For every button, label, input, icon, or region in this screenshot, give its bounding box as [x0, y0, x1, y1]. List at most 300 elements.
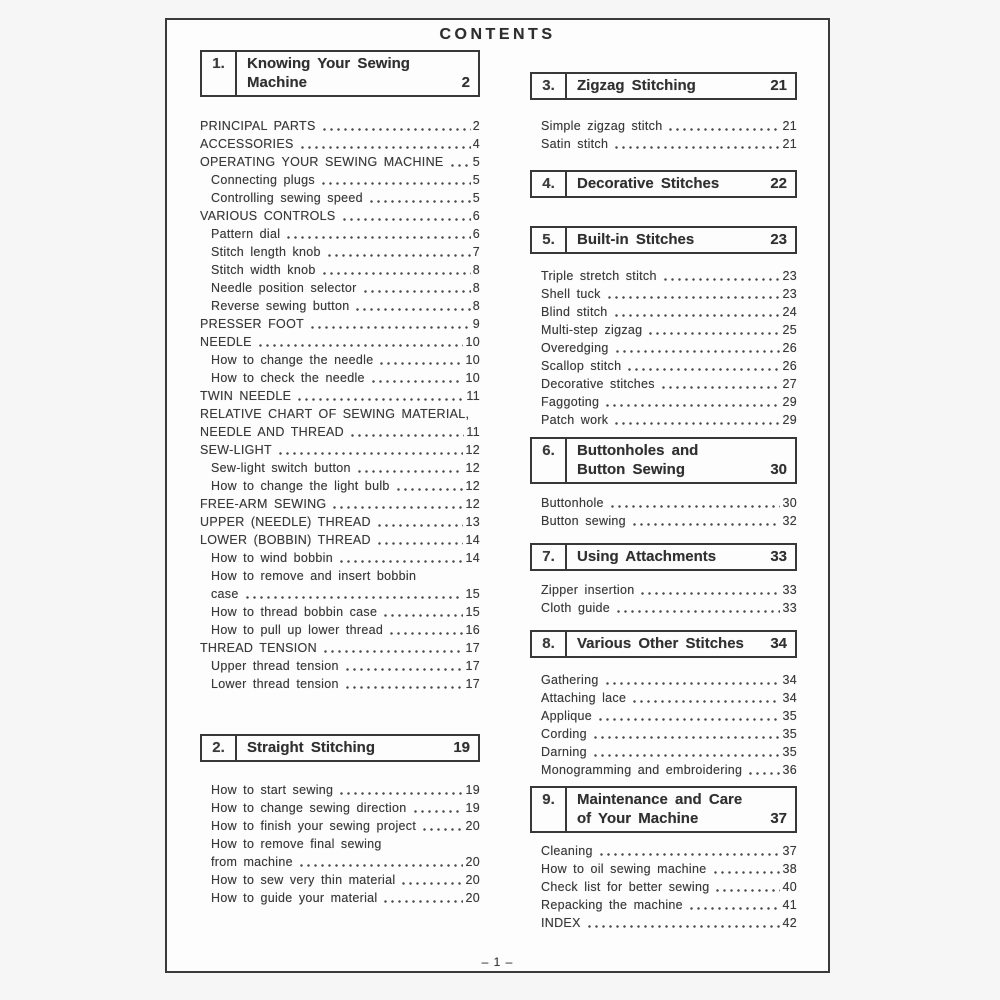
toc-entry-label: Reverse sewing button [211, 299, 350, 313]
toc-entry-label: UPPER (NEEDLE) THREAD [200, 515, 371, 529]
toc-entry-list [530, 671, 797, 779]
toc-entry [530, 599, 797, 617]
dot-leader [321, 270, 471, 275]
toc-entry-page: 37 [782, 844, 797, 858]
dot-leader [606, 294, 781, 299]
dot-leader [322, 648, 464, 653]
dot-leader [592, 734, 781, 739]
toc-entry-page: 17 [465, 641, 480, 655]
toc-entry-label: How to change sewing direction [211, 801, 407, 815]
toc-entry [200, 621, 480, 639]
toc-entry [530, 707, 797, 725]
toc-entry [200, 585, 480, 603]
toc-entry-page: 10 [465, 353, 480, 367]
section-box [530, 786, 797, 833]
dot-leader [299, 144, 471, 149]
toc-entry-page: 23 [782, 269, 797, 283]
toc-entry-page: 17 [465, 659, 480, 673]
dot-leader [597, 716, 780, 721]
section-page-number: 2 [461, 74, 470, 91]
section-box [530, 170, 797, 198]
toc-entry [200, 135, 480, 153]
toc-entry-label: Overedging [541, 341, 609, 355]
toc-entry [200, 799, 480, 817]
dot-leader [376, 522, 464, 527]
toc-entry [530, 357, 797, 375]
toc-entry-label: Shell tuck [541, 287, 601, 301]
footer-page-number: – 1 – [481, 955, 514, 969]
toc-entry-label: How to change the light bulb [211, 479, 390, 493]
toc-entry [530, 512, 797, 530]
toc-entry-label: Decorative stitches [541, 377, 655, 391]
toc-entry-label: FREE-ARM SEWING [200, 497, 327, 511]
section-number: 5. [532, 228, 567, 252]
toc-entry-page: 15 [465, 605, 480, 619]
section-title-line: Zigzag Stitching [577, 77, 696, 94]
dot-leader [378, 360, 463, 365]
toc-entry-page: 21 [782, 119, 797, 133]
dot-leader [615, 608, 780, 613]
section-title [577, 634, 770, 653]
toc-entry-label: Triple stretch stitch [541, 269, 657, 283]
toc-entry-page: 27 [782, 377, 797, 391]
toc-entry [200, 675, 480, 693]
toc-entry [200, 261, 480, 279]
toc-entry-page: 33 [782, 601, 797, 615]
toc-entry-label: Monogramming and embroidering [541, 763, 743, 777]
section-box-body [567, 632, 795, 656]
toc-entry [530, 914, 797, 932]
section-title-line: Buttonholes and [577, 442, 699, 459]
dot-leader [321, 126, 471, 131]
toc-entry-page: 9 [472, 317, 480, 331]
section-box-body [567, 788, 795, 831]
manual-contents-page [165, 18, 830, 973]
dot-leader [604, 402, 780, 407]
toc-entry-list [200, 781, 480, 907]
toc-entry-page: 20 [465, 855, 480, 869]
dot-leader [604, 680, 781, 685]
toc-right-column [530, 44, 797, 932]
toc-entry-page: 35 [782, 745, 797, 759]
dot-leader [449, 162, 471, 167]
toc-entry-label: How to finish your sewing project [211, 819, 417, 833]
toc-entry [530, 303, 797, 321]
section-number: 6. [532, 439, 567, 482]
toc-entry-page: 13 [465, 515, 480, 529]
toc-entry-page: 12 [465, 497, 480, 511]
toc-entry-page: 26 [782, 359, 797, 373]
section-page-number: 21 [770, 77, 787, 94]
toc-entry [200, 405, 480, 423]
toc-entry-page: 10 [465, 371, 480, 385]
toc-entry-label: Connecting plugs [211, 173, 315, 187]
toc-entry-label: Stitch width knob [211, 263, 316, 277]
toc-entry-page: 12 [465, 479, 480, 493]
dot-leader [277, 450, 464, 455]
section-number: 9. [532, 788, 567, 831]
toc-entry-label: case [211, 587, 239, 601]
dot-leader [712, 869, 781, 874]
toc-entry-label: THREAD TENSION [200, 641, 317, 655]
section-number: 8. [532, 632, 567, 656]
section-title [577, 790, 770, 828]
section-title-line: Various Other Stitches [577, 635, 744, 652]
toc-entry-label: How to remove and insert bobbin [211, 569, 417, 583]
toc-entry-page: 12 [465, 443, 480, 457]
dot-leader [356, 468, 464, 473]
toc-entry-label: PRESSER FOOT [200, 317, 305, 331]
toc-entry [530, 285, 797, 303]
toc-entry-label: How to guide your material [211, 891, 378, 905]
toc-entry [200, 387, 480, 405]
dot-leader [631, 698, 780, 703]
section-page-number: 34 [770, 635, 787, 652]
toc-entry [200, 297, 480, 315]
toc-entry-label: Button sewing [541, 514, 626, 528]
toc-entry-page: 19 [465, 801, 480, 815]
dot-leader [647, 330, 780, 335]
toc-entry [530, 267, 797, 285]
toc-entry-page: 8 [472, 263, 480, 277]
toc-entry-label: PRINCIPAL PARTS [200, 119, 316, 133]
toc-left-column [200, 44, 480, 932]
section-title [577, 174, 770, 193]
dot-leader [747, 770, 780, 775]
toc-entry [200, 835, 480, 853]
toc-entry-page: 25 [782, 323, 797, 337]
section-title-line: of Your Machine [577, 810, 699, 827]
section-number: 1. [202, 52, 237, 95]
dot-leader [639, 590, 780, 595]
dot-leader [660, 384, 781, 389]
toc-entry-label: Satin stitch [541, 137, 609, 151]
toc-entry-label: How to check the needle [211, 371, 365, 385]
toc-entry-label: How to change the needle [211, 353, 374, 367]
toc-entry-label: LOWER (BOBBIN) THREAD [200, 533, 371, 547]
toc-entry-label: RELATIVE CHART OF SEWING MATERIAL, [200, 407, 470, 421]
toc-entry-page: 20 [465, 819, 480, 833]
section-page-number: 37 [770, 810, 787, 827]
toc-entry-page: 34 [782, 673, 797, 687]
toc-entry [200, 531, 480, 549]
section-number: 4. [532, 172, 567, 196]
dot-leader [631, 521, 781, 526]
section-title-line: Straight Stitching [247, 739, 375, 756]
toc-entry-page: 8 [472, 299, 480, 313]
toc-entry [200, 117, 480, 135]
toc-entry [530, 339, 797, 357]
section-box-body [567, 172, 795, 196]
toc-entry-page: 34 [782, 691, 797, 705]
toc-entry [200, 423, 480, 441]
toc-entry-label: Upper thread tension [211, 659, 339, 673]
section-box-body [567, 74, 795, 98]
toc-entry-label: SEW-LIGHT [200, 443, 272, 457]
toc-entry-label: How to sew very thin material [211, 873, 396, 887]
dot-leader [598, 851, 781, 856]
section-title-line: Built-in Stitches [577, 231, 695, 248]
toc-entry-label: Multi-step zigzag [541, 323, 643, 337]
toc-entry-label: TWIN NEEDLE [200, 389, 292, 403]
toc-entry-label: Needle position selector [211, 281, 357, 295]
section-title [577, 441, 770, 479]
toc-entry-page: 11 [466, 425, 480, 439]
toc-entry [530, 896, 797, 914]
toc-entry-label: Patch work [541, 413, 609, 427]
section-page-number: 30 [770, 461, 787, 478]
page-title: CONTENTS [439, 26, 556, 43]
toc-entry [200, 315, 480, 333]
dot-leader [609, 503, 781, 508]
toc-entry-label: Gathering [541, 673, 599, 687]
toc-entry [200, 853, 480, 871]
toc-entry [530, 671, 797, 689]
toc-entry-list [530, 117, 797, 153]
toc-entry [530, 860, 797, 878]
toc-entry [530, 761, 797, 779]
toc-entry-label: ACCESSORIES [200, 137, 294, 151]
toc-entry-label: Sew-light switch button [211, 461, 351, 475]
toc-entry-page: 42 [782, 916, 797, 930]
dot-leader [626, 366, 780, 371]
dot-leader [388, 630, 463, 635]
toc-entry-label: Faggoting [541, 395, 600, 409]
dot-leader [370, 378, 464, 383]
dot-leader [395, 486, 464, 491]
section-page-number: 33 [770, 548, 787, 565]
toc-entry-page: 8 [472, 281, 480, 295]
toc-entry [200, 333, 480, 351]
toc-entry [200, 225, 480, 243]
toc-entry-label: How to remove final sewing [211, 837, 382, 851]
toc-entry-label: How to start sewing [211, 783, 334, 797]
toc-entry-page: 33 [782, 583, 797, 597]
toc-entry-list [530, 494, 797, 530]
toc-entry [200, 477, 480, 495]
dot-leader [362, 288, 471, 293]
toc-entry [200, 495, 480, 513]
section-title [577, 76, 770, 95]
dot-leader [613, 144, 780, 149]
dot-leader [309, 324, 471, 329]
toc-entry-label: How to thread bobbin case [211, 605, 378, 619]
dot-leader [331, 504, 463, 509]
dot-leader [298, 862, 464, 867]
toc-entry-label: Scallop stitch [541, 359, 622, 373]
section-box-body [567, 228, 795, 252]
toc-entry [200, 189, 480, 207]
toc-entry-page: 21 [782, 137, 797, 151]
toc-entry-page: 14 [465, 551, 480, 565]
toc-entry-label: Attaching lace [541, 691, 627, 705]
section-box [530, 630, 797, 658]
toc-entry [200, 171, 480, 189]
toc-entry-label: Cording [541, 727, 587, 741]
section-title-line: Maintenance and Care [577, 791, 743, 808]
toc-entry [200, 153, 480, 171]
toc-entry-page: 7 [472, 245, 480, 259]
toc-entry-page: 2 [472, 119, 480, 133]
dot-leader [688, 905, 781, 910]
toc-entry [200, 459, 480, 477]
toc-entry [200, 279, 480, 297]
section-box [200, 50, 480, 97]
toc-entry-page: 29 [782, 395, 797, 409]
toc-entry-page: 30 [782, 496, 797, 510]
toc-entry [200, 351, 480, 369]
dot-leader [376, 540, 464, 545]
toc-entry [530, 743, 797, 761]
section-box [530, 226, 797, 254]
dot-leader [354, 306, 470, 311]
toc-entry [530, 842, 797, 860]
section-box [530, 543, 797, 571]
toc-entry-page: 16 [465, 623, 480, 637]
dot-leader [344, 666, 464, 671]
toc-entry-label: INDEX [541, 916, 581, 930]
dot-leader [382, 898, 463, 903]
section-title [577, 230, 770, 249]
toc-entry-page: 26 [782, 341, 797, 355]
toc-entry-label: Check list for better sewing [541, 880, 710, 894]
toc-entry-label: Simple zigzag stitch [541, 119, 663, 133]
toc-entry-label: Cleaning [541, 844, 593, 858]
section-title-line: Machine [247, 74, 308, 91]
dot-leader [341, 216, 471, 221]
toc-entry [530, 117, 797, 135]
dot-leader [667, 126, 780, 131]
toc-entry-list [530, 842, 797, 932]
dot-leader [592, 752, 781, 757]
toc-entry-page: 35 [782, 709, 797, 723]
section-box [200, 734, 480, 762]
section-box-body [567, 439, 795, 482]
toc-entry [200, 369, 480, 387]
section-box-body [567, 545, 795, 569]
toc-entry-page: 5 [472, 173, 480, 187]
toc-entry-page: 40 [782, 880, 797, 894]
toc-entry-label: NEEDLE [200, 335, 252, 349]
toc-entry [530, 878, 797, 896]
toc-entry-label: Controlling sewing speed [211, 191, 363, 205]
toc-entry-page: 5 [472, 191, 480, 205]
toc-entry-page: 19 [465, 783, 480, 797]
toc-entry-list [530, 267, 797, 429]
toc-entry-page: 29 [782, 413, 797, 427]
dot-leader [338, 558, 463, 563]
toc-entry-page: 17 [465, 677, 480, 691]
toc-entry-label: Pattern dial [211, 227, 281, 241]
toc-entry-page: 10 [465, 335, 480, 349]
dot-leader [714, 887, 780, 892]
toc-entry-page: 11 [466, 389, 480, 403]
toc-entry-label: Lower thread tension [211, 677, 339, 691]
dot-leader [368, 198, 471, 203]
dot-leader [338, 790, 463, 795]
toc-entry-label: Blind stitch [541, 305, 608, 319]
dot-leader [382, 612, 463, 617]
section-page-number: 22 [770, 175, 787, 192]
dot-leader [326, 252, 471, 257]
toc-entry [200, 513, 480, 531]
toc-entry [530, 411, 797, 429]
section-title-line: Using Attachments [577, 548, 717, 565]
toc-entry-page: 38 [782, 862, 797, 876]
dot-leader [320, 180, 471, 185]
toc-entry [200, 441, 480, 459]
dot-leader [613, 420, 780, 425]
toc-entry-page: 32 [782, 514, 797, 528]
toc-entry-page: 24 [782, 305, 797, 319]
toc-entry-label: from machine [211, 855, 293, 869]
toc-entry-list [530, 581, 797, 617]
section-number: 3. [532, 74, 567, 98]
toc-entry-label: Cloth guide [541, 601, 611, 615]
toc-entry-page: 6 [472, 227, 480, 241]
toc-entry-label: NEEDLE AND THREAD [200, 425, 344, 439]
section-title-line: Button Sewing [577, 461, 685, 478]
toc-columns [167, 44, 828, 932]
toc-entry [200, 603, 480, 621]
toc-entry-page: 20 [465, 873, 480, 887]
toc-entry-label: How to pull up lower thread [211, 623, 384, 637]
toc-entry-label: OPERATING YOUR SEWING MACHINE [200, 155, 444, 169]
section-page-number: 19 [453, 739, 470, 756]
section-number: 2. [202, 736, 237, 760]
toc-entry-list [200, 117, 480, 693]
toc-entry [200, 207, 480, 225]
dot-leader [285, 234, 470, 239]
toc-entry-page: 35 [782, 727, 797, 741]
toc-entry [200, 657, 480, 675]
toc-entry-page: 23 [782, 287, 797, 301]
dot-leader [257, 342, 464, 347]
toc-entry [200, 781, 480, 799]
section-number: 7. [532, 545, 567, 569]
dot-leader [244, 594, 464, 599]
section-page-number: 23 [770, 231, 787, 248]
toc-entry-page: 20 [465, 891, 480, 905]
toc-entry [530, 581, 797, 599]
toc-entry [200, 817, 480, 835]
toc-entry-page: 14 [465, 533, 480, 547]
toc-entry-label: VARIOUS CONTROLS [200, 209, 336, 223]
dot-leader [412, 808, 464, 813]
section-title [577, 547, 770, 566]
section-box-body [237, 52, 478, 95]
dot-leader [421, 826, 463, 831]
section-box [530, 437, 797, 484]
toc-entry-label: Zipper insertion [541, 583, 635, 597]
toc-entry [530, 725, 797, 743]
toc-entry-page: 4 [472, 137, 480, 151]
toc-entry-page: 5 [472, 155, 480, 169]
toc-entry [530, 135, 797, 153]
toc-entry-page: 41 [782, 898, 797, 912]
toc-entry-label: Darning [541, 745, 587, 759]
dot-leader [614, 348, 781, 353]
toc-entry [200, 567, 480, 585]
toc-entry-page: 12 [465, 461, 480, 475]
toc-entry-page: 6 [472, 209, 480, 223]
toc-entry [200, 871, 480, 889]
toc-entry-label: Repacking the machine [541, 898, 683, 912]
section-title [247, 54, 462, 92]
toc-entry [530, 689, 797, 707]
toc-entry-page: 15 [465, 587, 480, 601]
section-title-line: Knowing Your Sewing [247, 55, 410, 72]
